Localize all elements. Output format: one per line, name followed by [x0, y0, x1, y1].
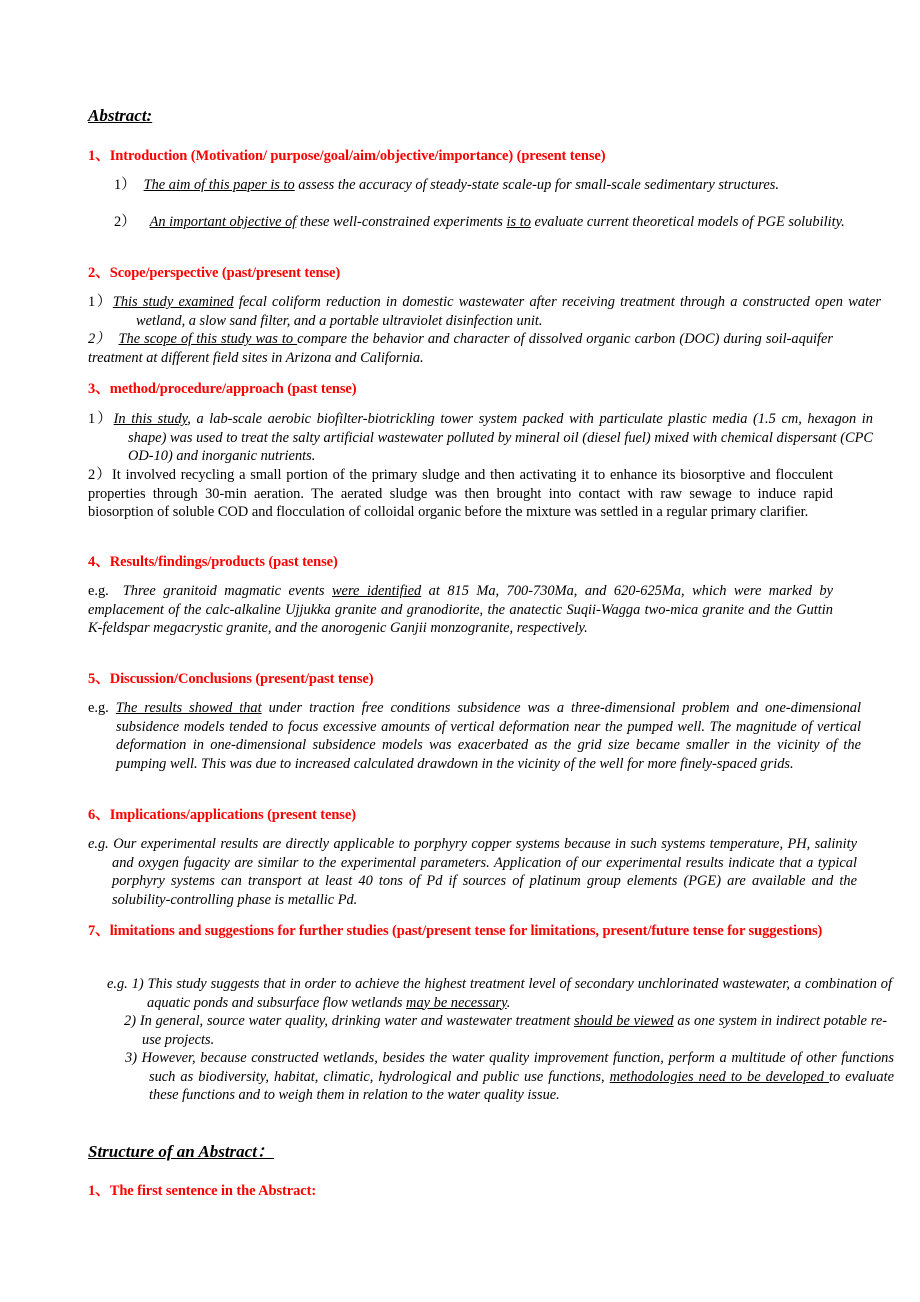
section-7-heading: [88, 919, 833, 943]
item-text: Three granitoid magmatic events: [122, 583, 332, 599]
section-2-item-1: [88, 293, 881, 330]
section-number: 3、: [88, 381, 110, 397]
section-4-item-1: [88, 582, 833, 638]
item-text: .: [506, 994, 511, 1011]
item-text: evaluate current theoretical models of PGE solubility.: [530, 214, 845, 230]
item-marker: e.g. 1): [107, 976, 144, 992]
structure-section-1-heading: [88, 1182, 833, 1200]
section-7-item-2: [88, 1012, 887, 1049]
underlined-phrase: The scope of this study was to: [118, 331, 298, 347]
item-marker: 1）: [114, 177, 136, 193]
section-number: 2、: [88, 265, 110, 281]
item-text: assess the accuracy of steady-state scale-up for small-scale sedimentary structures.: [294, 177, 779, 193]
section-number: 1、: [88, 1183, 110, 1199]
item-text: In general, source water quality, drinking water and wastewater treatment: [139, 1013, 575, 1029]
item-text: to evaluate these functions and to weigh them in relation to the water quality issue.: [149, 1068, 894, 1104]
section-heading-text: limitations and suggestions for further studies (past/present tense for limitations, present/future tense for suggestions): [109, 923, 823, 939]
underlined-phrase: should be viewed: [574, 1013, 674, 1029]
section-heading-text: Results/findings/products (past tense): [109, 554, 338, 570]
section-number: 6、: [88, 807, 110, 823]
underlined-phrase: methodologies need to be developed: [609, 1068, 830, 1085]
item-marker: 2）: [88, 467, 112, 483]
item-marker: 2）: [114, 214, 136, 230]
section-2-item-2: [88, 330, 833, 367]
item-text: at 815 Ma, 700-730Ma, and 620-625Ma, which were marked by emplacement of the calc-alkaline Ujjukka granite and granodiorite, the anatectic Suqii-Wagga two-mica granite and the Guttin K-feldspar megacrystic granite, and the anorogenic Ganjii monzogranite, respectively.: [88, 583, 834, 637]
section-3-item-1: [88, 410, 873, 466]
section-6-item-1: [88, 835, 857, 909]
section-heading-text: Introduction (Motivation/ purpose/goal/aim/objective/importance) (present tense): [109, 148, 606, 164]
structure-title: Structure of an Abstract：: [88, 1142, 274, 1161]
section-number: 5、: [88, 671, 110, 687]
item-marker: e.g.: [88, 836, 109, 852]
item-text: It involved recycling a small portion of the primary sludge and then activating it to enhance its biosorptive and flocculent properties through 30-min aeration. The aerated sludge was then brought into contact with raw sewage to induce rapid biosorption of soluble COD and flocculation of colloidal organic before the mixture was settled in a regular primary clarifier.: [88, 467, 833, 521]
section-number: 4、: [88, 554, 110, 570]
item-marker: 1）: [88, 411, 114, 427]
item-text: fecal coliform reduction in domestic wastewater after receiving treatment through a constructed open water wetland, a slow sand filter, and a portable ultraviolet disinfection unit.: [136, 294, 882, 329]
section-1-item-2: [88, 213, 877, 232]
section-7-item-3: [88, 1049, 894, 1105]
item-marker: 2）: [88, 331, 111, 347]
section-2-heading: [88, 264, 833, 282]
item-text: This study suggests that in order to achieve the highest treatment level of secondary unchlorinated wastewater, a combination of aquatic ponds and subsurface flow wetlands: [147, 976, 892, 1011]
underlined-phrase: The aim of this paper is to: [143, 177, 295, 193]
item-text: these well-constrained experiments: [296, 214, 507, 230]
section-heading-text: method/procedure/approach (past tense): [109, 381, 357, 397]
item-marker: 3): [125, 1050, 137, 1066]
section-1-heading: [88, 147, 833, 165]
section-heading-text: Discussion/Conclusions (present/past tense): [109, 671, 374, 687]
section-3-item-2: [88, 466, 833, 522]
section-4-heading: [88, 553, 833, 571]
underlined-phrase: is to: [506, 214, 531, 230]
item-marker: e.g.: [88, 700, 109, 716]
section-6-heading: [88, 806, 833, 824]
underlined-phrase: The results showed that: [115, 700, 262, 716]
section-number: 7、: [88, 923, 110, 939]
item-marker: 1）: [88, 294, 113, 310]
item-text: However, because constructed wetlands, besides the water quality improvement function, perform a multitude of other functions such as biodiversity, habitat, climatic, hydrological and public use functions,: [141, 1050, 894, 1085]
section-5-item-1: [88, 699, 861, 773]
underlined-phrase: An important objective of: [149, 214, 297, 230]
section-3-heading: [88, 380, 833, 398]
item-text: , a lab-scale aerobic biofilter-biotrickling tower system packed with particulate plastic media (1.5 cm, hexagon in shape) was used to treat the salty artificial wastewater polluted by mineral oil (diesel fuel) mixed with chemical dispersant (CPC OD-10) and inorganic nutrients.: [128, 411, 873, 465]
section-5-heading: [88, 670, 833, 688]
underlined-phrase: may be necessary: [406, 994, 507, 1011]
section-heading-text: Scope/perspective (past/present tense): [109, 265, 341, 281]
section-7-item-1: [88, 975, 892, 1012]
section-1-item-1: [88, 176, 877, 195]
section-number: 1、: [88, 148, 110, 164]
abstract-title: Abstract:: [88, 106, 153, 125]
underlined-phrase: were identified: [331, 583, 422, 599]
item-text: Our experimental results are directly applicable to porphyry copper systems because in such systems temperature, PH, salinity and oxygen fugacity are similar to the experimental parameters. Application of our experimental results indicate that a typical porphyry systems can transport at least 40 tons of Pd if sources of platinum group elements (PGE) are available and the solubility-controlling phase is metallic Pd.: [112, 836, 858, 908]
item-marker: 2): [124, 1013, 136, 1029]
item-text: as one system in indirect potable re-use projects.: [142, 1013, 887, 1048]
underlined-phrase: This study examined: [112, 294, 234, 310]
item-marker: e.g.: [88, 583, 109, 599]
item-text: under traction free conditions subsidence was a three-dimensional problem and one-dimensional subsidence models tended to focus excessive amounts of vertical deformation near the pumped well. The magnitude of vertical deformation in one-dimensional subsidence models was exacerbated as the grid size became smaller in the vicinity of the pumping well. This was due to increased calculated drawdown in the vicinity of the well for more finely-spaced grids.: [116, 700, 861, 772]
item-text: compare the behavior and character of dissolved organic carbon (DOC) during soil-aquifer treatment at different field sites in Arizona and California.: [88, 331, 834, 366]
underlined-phrase: In this study: [113, 411, 188, 427]
section-heading-text: The first sentence in the Abstract:: [109, 1183, 317, 1199]
section-heading-text: Implications/applications (present tense): [109, 807, 356, 823]
